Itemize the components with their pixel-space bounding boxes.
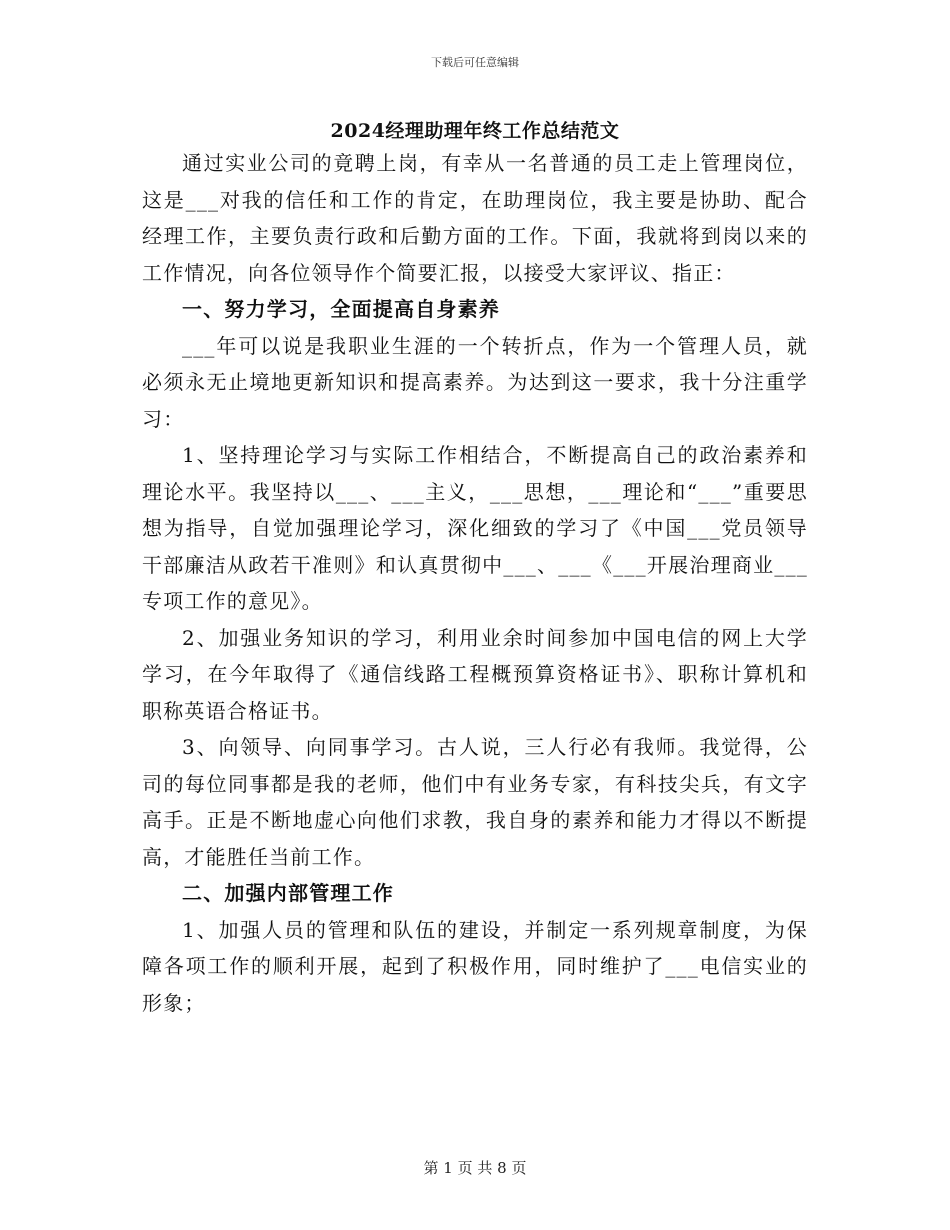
header-note: 下载后可任意编辑: [431, 56, 519, 69]
section-heading-1: 一、努力学习，全面提高自身素养: [182, 297, 500, 321]
paragraph: 1、加强人员的管理和队伍的建设，并制定一系列规章制度，为保障各项工作的顺利开展，起到了积极作用，同时维护了___电信实业的形象；: [142, 917, 808, 1015]
paragraph-intro: 通过实业公司的竟聘上岗，有幸从一名普通的员工走上管理岗位，这是___对我的信任和工作的肯定，在助理岗位，我主要是协助、配合经理工作，主要负责行政和后勤方面的工作。下面，我就将到岗以来的工作情况，向各位领导作个简要汇报，以接受大家评议、指正：: [142, 151, 808, 285]
paragraph: 3、向领导、向同事学习。古人说，三人行必有我师。我觉得，公司的每位同事都是我的老师，他们中有业务专家，有科技尖兵，有文字高手。正是不断地虚心向他们求教，我自身的素养和能力才得以不断提高，才能胜任当前工作。: [142, 735, 808, 869]
page-footer: 第 1 页 共 8 页: [423, 1159, 527, 1177]
paragraph: ___年可以说是我职业生涯的一个转折点，作为一个管理人员，就必须永无止境地更新知识和提高素养。为达到这一要求，我十分注重学习：: [142, 333, 808, 431]
document-title: 2024经理助理年终工作总结范文: [330, 120, 620, 142]
paragraph: 1、坚持理论学习与实际工作相结合，不断提高自己的政治素养和理论水平。我坚持以___、___主义，___思想，___理论和“___”重要思想为指导，自觉加强理论学习，深化细致的学习了《中国___党员领导干部廉洁从政若干准则》和认真贯彻中___、___《___开展治理商业___专项工作的意见》。: [142, 443, 808, 613]
section-heading-2: 二、加强内部管理工作: [182, 881, 394, 905]
paragraph: 2、加强业务知识的学习，利用业余时间参加中国电信的网上大学学习，在今年取得了《通信线路工程概预算资格证书》、职称计算机和职称英语合格证书。: [142, 625, 808, 723]
document-body: [142, 145, 808, 1021]
